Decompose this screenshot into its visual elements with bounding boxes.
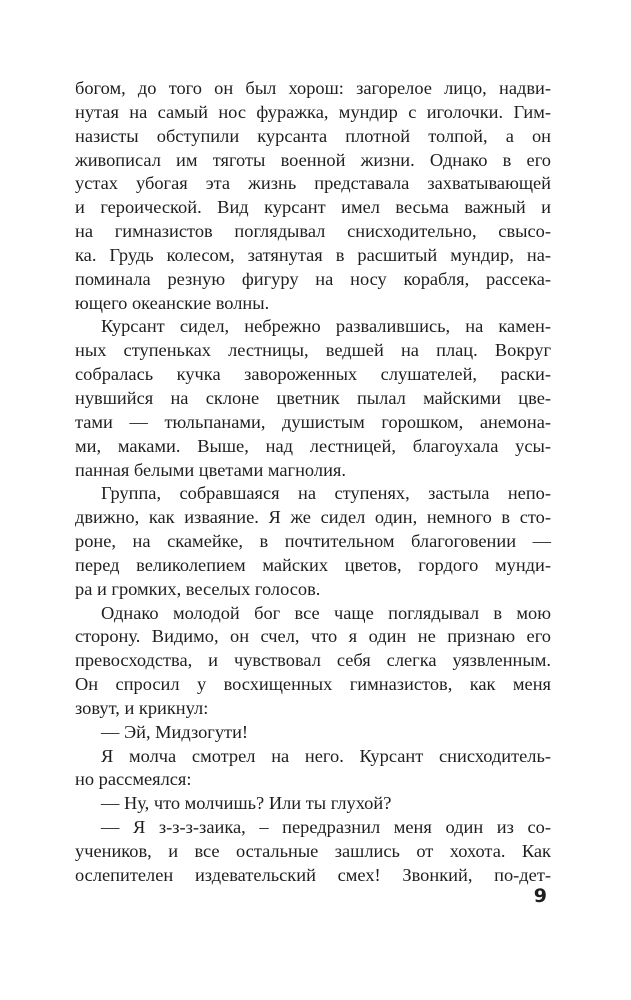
text-line: роне, на скамейке, в почтительном благоговении — bbox=[75, 531, 551, 552]
text-line: нутая на самый нос фуражка, мундир с иголочки. Гим- bbox=[75, 101, 551, 122]
text-line: превосходства, и чувствовал себя слегка уязвленным. bbox=[75, 650, 551, 671]
text-line: богом, до того он был хорош: загорелое лицо, надви- bbox=[75, 78, 551, 98]
text-line: но рассмеялся: bbox=[75, 769, 192, 790]
text-line: на гимназистов поглядывал снисходительно, свысо- bbox=[75, 221, 551, 242]
text-line: ми, маками. Выше, над лестницей, благоухала усы- bbox=[75, 435, 551, 456]
text-block bbox=[75, 77, 551, 888]
text-line: перед великолепием майских цветов, гордого мунди- bbox=[75, 554, 551, 575]
text-line: Курсант сидел, небрежно развалившись, на камен- bbox=[101, 316, 551, 337]
text-line: Однако молодой бог все чаще поглядывал в мою bbox=[101, 602, 551, 623]
text-line: нувшийся на склоне цветник пылал майскими цве- bbox=[75, 387, 551, 408]
text-line: — Ну, что молчишь? Или ты глухой? bbox=[101, 793, 392, 814]
text-line: тами — тюльпанами, душистым горошком, анемона- bbox=[75, 411, 551, 432]
text-line: устах убогая эта жизнь представала захватывающей bbox=[75, 173, 551, 194]
text-line: ра и громких, веселых голосов. bbox=[75, 578, 321, 599]
text-line: и героической. Вид курсант имел весьма важный и bbox=[75, 197, 551, 218]
text-line: Он спросил у восхищенных гимназистов, как меня bbox=[75, 674, 551, 695]
text-line: ка. Грудь колесом, затянутая в расшитый мундир, на- bbox=[75, 244, 551, 265]
text-line: панная белыми цветами магнолия. bbox=[75, 459, 346, 480]
text-line: зовут, и крикнул: bbox=[75, 697, 209, 718]
text-line: — Я з-з-з-заика, – передразнил меня один из со- bbox=[101, 817, 551, 838]
text-line: поминала резную фигуру на носу корабля, рассека- bbox=[75, 268, 551, 289]
text-line: ных ступеньках лестницы, ведшей на плац. Вокруг bbox=[75, 340, 551, 361]
text-line: живописал им тяготы военной жизни. Однако в его bbox=[75, 149, 551, 170]
text-line: сторону. Видимо, он счел, что я один не признаю его bbox=[75, 626, 551, 647]
page-number: 9 bbox=[533, 885, 547, 907]
text-line: ослепителен издевательский смех! Звонкий, по-дет- bbox=[75, 864, 551, 885]
text-line: Группа, собравшаяся на ступенях, застыла непо- bbox=[101, 483, 551, 504]
text-line: учеников, и все остальные зашлись от хохота. Как bbox=[75, 841, 551, 861]
text-line: движно, как изваяние. Я же сидел один, немного в сто- bbox=[75, 507, 551, 528]
text-line: — Эй, Мидзогути! bbox=[101, 721, 249, 742]
text-line: ющего океанские волны. bbox=[75, 292, 270, 313]
text-line: Я молча смотрел на него. Курсант снисходитель- bbox=[101, 745, 551, 766]
text-line: назисты обступили курсанта плотной толпой, а он bbox=[75, 125, 551, 146]
text-line: собралась кучка завороженных слушателей, раски- bbox=[75, 364, 551, 385]
